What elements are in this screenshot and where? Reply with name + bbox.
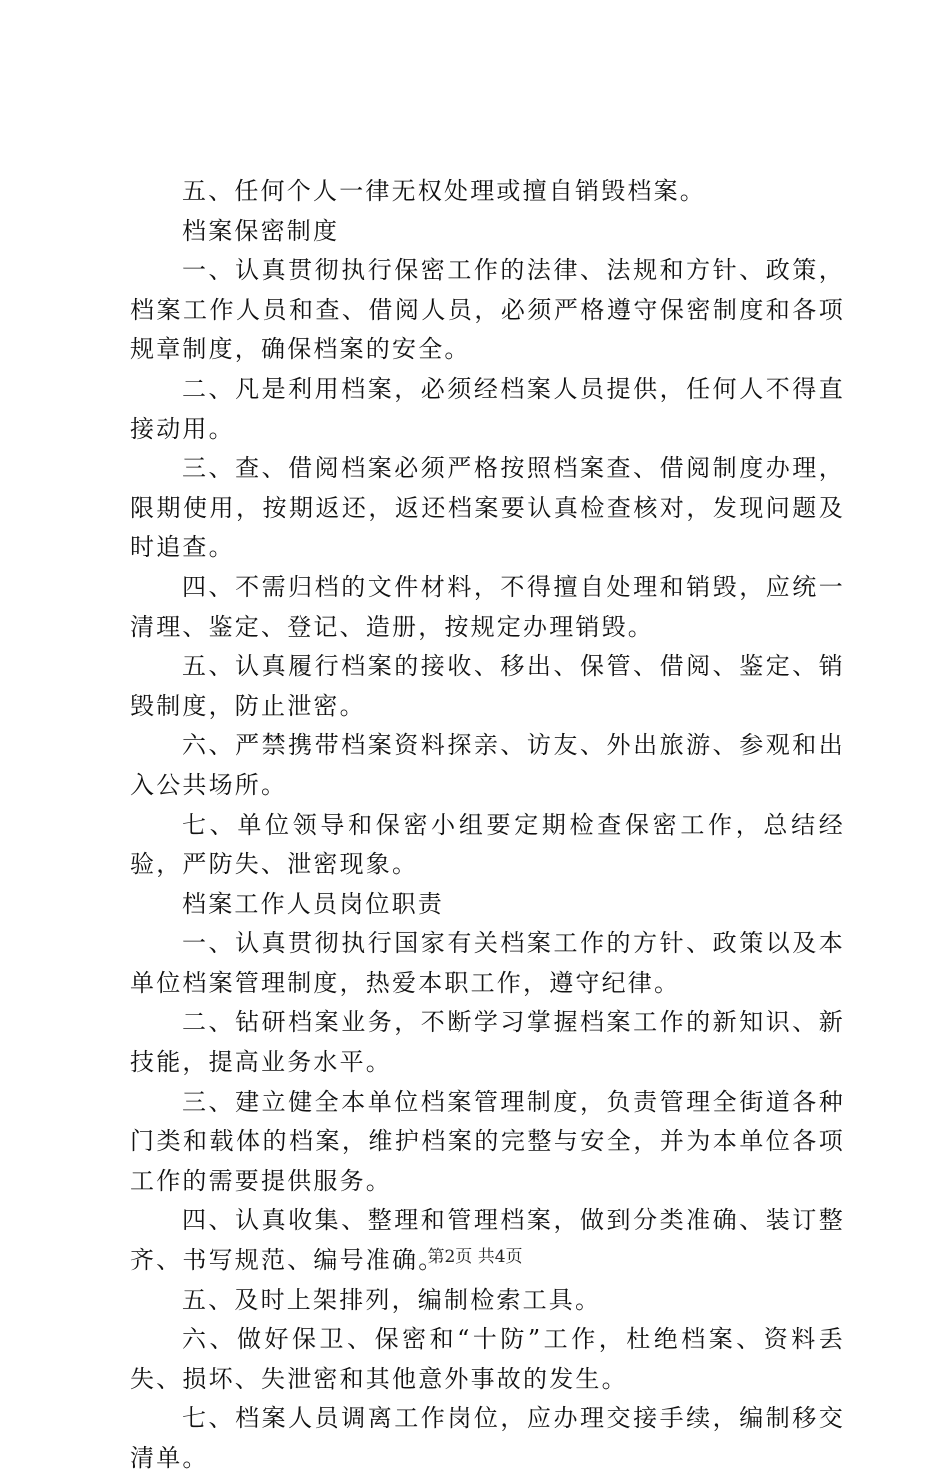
paragraph: 四、认真收集、整理和管理档案，做到分类准确、装订整齐、书写规范、编号准确。 — [130, 1206, 845, 1275]
paragraph: 二、凡是利用档案，必须经档案人员提供，任何人不得直接动用。 — [130, 374, 845, 443]
document-body — [130, 172, 845, 1479]
paragraph: 七、档案人员调离工作岗位，应办理交接手续，编制移交清单。 — [130, 1404, 845, 1472]
paragraph: 五、任何个人一律无权处理或擅自销毁档案。 — [182, 177, 706, 205]
paragraph: 七、单位领导和保密小组要定期检查保密工作，总结经验，严防失、泄密现象。 — [130, 810, 845, 879]
paragraph: 六、严禁携带档案资料探亲、访友、外出旅游、参观和出入公共场所。 — [130, 731, 845, 799]
paragraph: 一、认真贯彻执行保密工作的法律、法规和方针、政策，档案工作人员和查、借阅人员，必须严格遵守保密制度和各项规章制度，确保档案的安全。 — [130, 256, 845, 364]
paragraph: 二、钻研档案业务，不断学习掌握档案工作的新知识、新技能，提高业务水平。 — [130, 1008, 845, 1077]
page-footer: 第2页 共4页 — [427, 1247, 523, 1267]
paragraph: 四、不需归档的文件材料，不得擅自处理和销毁，应统一清理、鉴定、登记、造册，按规定办理销毁。 — [130, 572, 845, 641]
paragraph: 三、建立健全本单位档案管理制度，负责管理全街道各种门类和载体的档案，维护档案的完整与安全，并为本单位各项工作的需要提供服务。 — [130, 1087, 845, 1195]
paragraph: 一、认真贯彻执行国家有关档案工作的方针、政策以及本单位档案管理制度，热爱本职工作，遵守纪律。 — [130, 929, 845, 997]
paragraph: 三、查、借阅档案必须严格按照档案查、借阅制度办理，限期使用，按期返还，返还档案要认真检查核对，发现问题及时追查。 — [130, 454, 845, 562]
section-heading: 档案工作人员岗位职责 — [182, 889, 444, 918]
section-heading: 档案保密制度 — [182, 216, 340, 245]
paragraph: 五、认真履行档案的接收、移出、保管、借阅、鉴定、销毁制度，防止泄密。 — [130, 652, 845, 720]
paragraph: 五、及时上架排列，编制检索工具。 — [182, 1285, 602, 1314]
paragraph: 六、做好保卫、保密和“十防”工作，杜绝档案、资料丢失、损坏、失泄密和其他意外事故的发生。 — [130, 1325, 845, 1393]
